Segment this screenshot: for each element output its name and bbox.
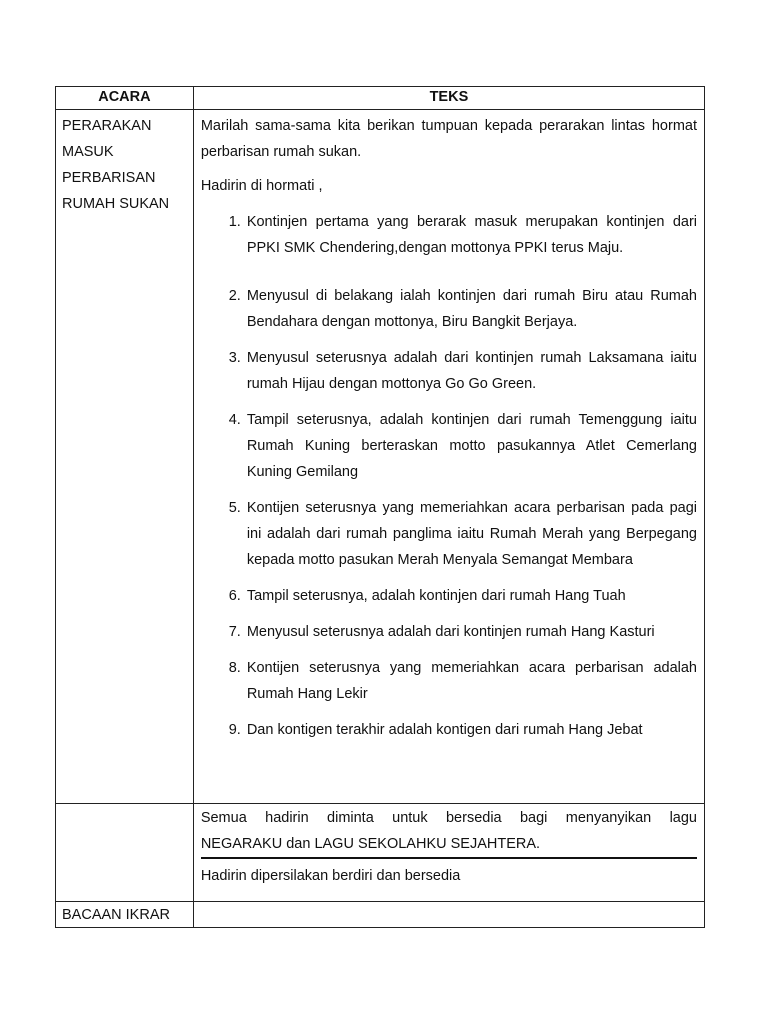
acara-line: RUMAH SUKAN — [62, 196, 170, 212]
header-row — [56, 87, 705, 110]
list-item — [201, 655, 697, 707]
program-table — [55, 86, 705, 928]
row-lagu — [56, 804, 705, 902]
list-item — [201, 583, 697, 609]
list-number: 8. — [228, 660, 241, 676]
row-perarakan — [56, 110, 705, 804]
list-text: Tampil seterusnya, adalah kontinjen dari rumah Hang Tuah — [246, 588, 626, 604]
list-item — [201, 495, 697, 573]
list-text: Menyusul seterusnya adalah dari kontinjen rumah Laksamana iaitu rumah Hijau dengan mottonya Go Go Green. — [246, 350, 697, 392]
lagu-line-2: NEGARAKU dan LAGU SEKOLAHKU SEJAHTERA. — [200, 836, 541, 852]
list-number: 2. — [228, 288, 241, 304]
list-item — [201, 407, 697, 485]
row-ikrar — [56, 902, 705, 928]
list-item — [201, 619, 697, 645]
list-number: 5. — [228, 500, 241, 516]
list-text: Menyusul di belakang ialah kontinjen dari rumah Biru atau Rumah Bendahara dengan mottonya, Biru Bangkit Berjaya. — [246, 288, 697, 330]
acara-perarakan — [56, 110, 194, 804]
list-item — [201, 345, 697, 397]
list-number: 9. — [228, 722, 241, 738]
list-text: Dan kontigen terakhir adalah kontigen dari rumah Hang Jebat — [246, 722, 643, 738]
teks-perarakan — [193, 110, 704, 804]
list-item — [201, 717, 697, 743]
list-text: Menyusul seterusnya adalah dari kontinjen rumah Hang Kasturi — [246, 624, 655, 640]
divider-rule — [201, 857, 697, 859]
acara-line: PERARAKAN — [62, 118, 152, 134]
list-number: 6. — [228, 588, 241, 604]
intro-paragraph: Marilah sama-sama kita berikan tumpuan kepada perarakan lintas hormat perbarisan rumah sukan. — [200, 118, 697, 160]
greeting-paragraph: Hadirin di hormati , — [200, 178, 323, 194]
lagu-line-1: Semua hadirin diminta untuk bersedia bagi menyanyikan lagu — [200, 810, 697, 826]
acara-line: PERBARISAN — [62, 170, 156, 186]
list-text: Kontinjen pertama yang berarak masuk merupakan kontinjen dari PPKI SMK Chendering,dengan mottonya PPKI terus Maju. — [246, 214, 697, 256]
lagu-line-3: Hadirin dipersilakan berdiri dan bersedia — [200, 868, 461, 884]
contingent-list — [201, 209, 697, 743]
teks-lagu — [193, 804, 704, 902]
list-number: 1. — [228, 214, 241, 230]
list-number: 4. — [228, 412, 241, 428]
acara-line: MASUK — [62, 144, 114, 160]
list-item — [201, 283, 697, 335]
header-acara: ACARA — [56, 87, 194, 110]
header-teks: TEKS — [193, 87, 704, 110]
list-text: Kontijen seterusnya yang memeriahkan acara perbarisan pada pagi ini adalah dari rumah panglima iaitu Rumah Merah yang Berpegang kepada motto pasukan Merah Menyala Semangat Membara — [246, 500, 697, 568]
acara-lagu — [56, 804, 194, 902]
list-number: 7. — [228, 624, 241, 640]
list-text: Tampil seterusnya, adalah kontinjen dari rumah Temenggung iaitu Rumah Kuning berteraskan motto pasukannya Atlet Cemerlang Kuning Gemilang — [246, 412, 697, 480]
teks-ikrar — [193, 902, 704, 928]
list-number: 3. — [228, 350, 241, 366]
list-item — [201, 209, 697, 261]
acara-ikrar: BACAAN IKRAR — [56, 902, 194, 928]
list-text: Kontijen seterusnya yang memeriahkan acara perbarisan adalah Rumah Hang Lekir — [246, 660, 697, 702]
